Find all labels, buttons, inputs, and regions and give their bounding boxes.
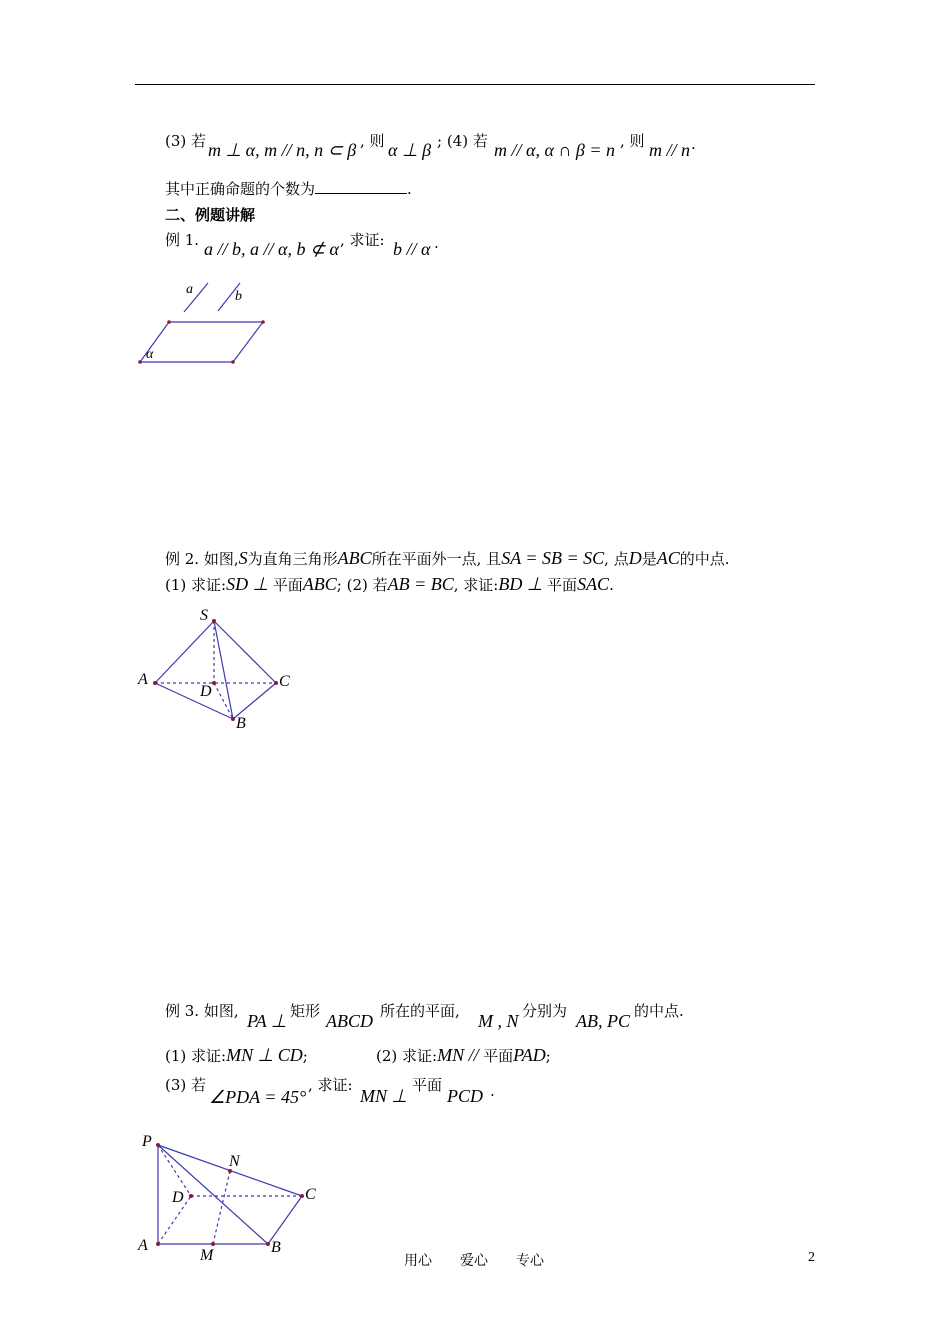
point-D: D (172, 1189, 184, 1206)
ex3-mn: M , N (478, 1011, 519, 1031)
ex1-goal: b // α (393, 239, 431, 259)
point-B: B (271, 1239, 281, 1256)
item4-then: , 则 (620, 132, 645, 150)
ex3-q1-seg: MN ⊥ CD (226, 1045, 303, 1065)
footer-motto: 用心 爱心 专心 (404, 1253, 544, 1269)
ex3-pa-perp: PA ⊥ (247, 1011, 287, 1031)
ex2-line2-seg: AB = BC (387, 574, 454, 594)
ex3-q2-seg: (2) 求证: (376, 1047, 438, 1065)
ex2-line2-seg: . (609, 576, 614, 594)
ex3-resp: 分别为 (522, 1002, 568, 1020)
ex2-line1-seg: 所在平面外一点, 且 (371, 550, 502, 568)
item3-label: (3) 若 (165, 132, 207, 150)
ex3-q3-label: (3) 若 (165, 1076, 207, 1094)
ex3-q3-plane: 平面 (412, 1076, 443, 1094)
ex1-prove: , 求证: (340, 231, 385, 249)
ex3-abcd: ABCD (326, 1011, 373, 1031)
ex2-line2-seg: 平面 (547, 576, 578, 594)
point-S: S (200, 607, 208, 624)
point-M: M (200, 1247, 214, 1264)
ex2-line2-seg: (1) 求证: (165, 576, 227, 594)
count-question-end: . (407, 180, 412, 198)
label-alpha: α (146, 347, 154, 362)
ex3-q2-seg: ; (545, 1047, 551, 1065)
ex2-line2-seg: SD ⊥ (226, 574, 273, 594)
ex2-line2-seg: SAC (577, 574, 610, 594)
ex2-line1-seg: 的中点. (679, 550, 730, 568)
ex3-q2-seg: PAD (513, 1045, 546, 1065)
ex3-q1-seg: ; (302, 1047, 308, 1065)
point-A: A (138, 1237, 148, 1254)
count-question-text: 其中正确命题的个数为 (165, 180, 316, 198)
point-C: C (279, 673, 290, 690)
ex2-line1-seg: 为直角三角形 (247, 550, 338, 568)
item3-then: , 则 (360, 132, 385, 150)
label-a: a (186, 282, 193, 297)
ex2-line1-seg: S (238, 548, 248, 568)
ex2-line2-seg: ; (2) 若 (336, 576, 388, 594)
ex3-mid: 的中点. (634, 1002, 684, 1020)
ex1-condition: a // b, a // α, b ⊄ α (204, 239, 339, 259)
point-N: N (229, 1153, 240, 1170)
ex3-label: 例 3. 如图, (165, 1002, 239, 1020)
ex2-line2-seg: BD ⊥ (498, 574, 548, 594)
ex3-q3-mn: MN ⊥ (360, 1086, 408, 1106)
ex1-label: 例 1. (165, 231, 200, 249)
point-D: D (200, 683, 212, 700)
point-P: P (142, 1133, 152, 1150)
item4-end: . (691, 135, 696, 153)
ex2-line1-seg: D (628, 548, 642, 568)
ex3-q3-prove: , 求证: (308, 1076, 353, 1094)
point-A: A (138, 671, 148, 688)
ex1-end: . (434, 234, 439, 252)
ex3-abpc: AB, PC (576, 1011, 630, 1031)
ex2-line1-seg: 例 2. 如图, (165, 550, 239, 568)
item4-label: ; (4) 若 (437, 132, 488, 150)
ex2-line1-seg: 是 (641, 550, 657, 568)
section-heading: 二、例题讲解 (165, 206, 256, 224)
label-b: b (235, 289, 242, 304)
ex2-line1-seg: AC (656, 548, 680, 568)
ex2-line1-seg: SA = SB = SC (501, 548, 605, 568)
item3-conclusion: α ⊥ β (388, 140, 432, 160)
point-B: B (236, 715, 246, 732)
page-number: 2 (808, 1250, 815, 1265)
ex3-q3-pcd: PCD (447, 1086, 483, 1106)
point-C: C (305, 1186, 316, 1203)
ex3-q1-seg: (1) 求证: (165, 1047, 227, 1065)
item4-conclusion: m // n (649, 140, 691, 160)
ex2-line1-seg: , 点 (604, 550, 629, 568)
ex3-q3-end: . (490, 1082, 495, 1100)
item4-condition: m // α, α ∩ β = n (494, 140, 616, 160)
ex2-line1-seg: ABC (337, 548, 372, 568)
ex3-plane: 所在的平面, (380, 1002, 460, 1020)
ex2-line2-seg: 平面 (272, 576, 303, 594)
ex3-q3-condition: ∠PDA = 45° (209, 1087, 307, 1107)
ex3-q2-seg: 平面 (483, 1047, 514, 1065)
ex2-line2-seg: ABC (302, 574, 337, 594)
ex3-q2-seg: MN // (437, 1045, 484, 1065)
ex3-rect: 矩形 (290, 1002, 321, 1020)
ex2-line2-seg: , 求证: (453, 576, 499, 594)
item3-condition: m ⊥ α, m // n, n ⊂ β (208, 140, 357, 160)
